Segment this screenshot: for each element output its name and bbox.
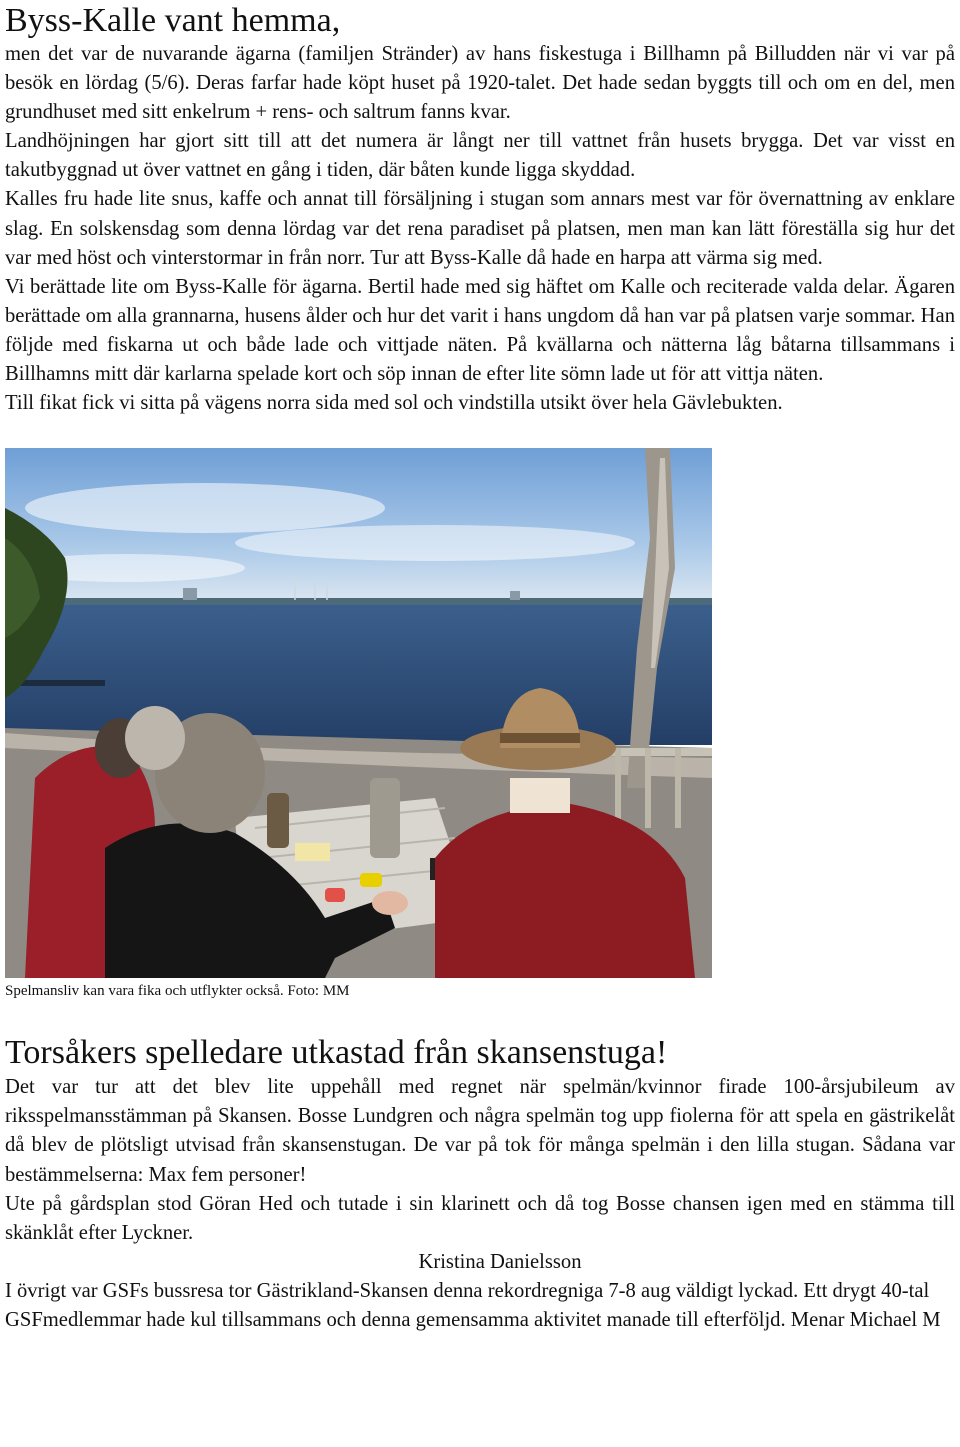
article-paragraph: men det var de nuvarande ägarna (familjen Stränder) av hans fiskestuga i Billhamn på Billudden när vi var på besök en lördag (5/6). Deras farfar hade köpt huset på 1920-talet. Det hade sedan byggts till och om en del, men grundhuset med sitt enkelrum + rens- och saltrum fanns kvar. bbox=[5, 43, 955, 124]
article-paragraph: Vi berättade lite om Byss-Kalle för ägarna. Bertil hade med sig häftet om Kalle och reciterade valda delar. Ägaren berättade om alla grannarna, husens ålder och hur det varit i hans ungdom då han var på platsen varje sommar. Han följde med fiskarna ut och både lade och vittjade näten. På kvällarna och nätterna låg båtarna tillsammans i Billhamns mitt där karlarna spelade kort och söp innan de efter lite sömn lade ut för att vittja näten. bbox=[5, 275, 955, 386]
article-paragraph: Till fikat fick vi sitta på vägens norra sida med sol och vindstilla utsikt över hela Gävlebukten. bbox=[5, 392, 783, 415]
document-page bbox=[5, 0, 955, 1335]
article-paragraph: Kalles fru hade lite snus, kaffe och annat till försäljning i stugan som annars mest var för övernattning av enklare slag. En solskensdag som denna lördag var det rena paradiset på platsen, men man kan lätt föreställa sig hur det var med höst och vinterstormar in från norr. Tur att Byss-Kalle då hade en harpa att värma sig med. bbox=[5, 188, 955, 269]
article-title: Torsåkers spelledare utkastad från skansenstuga! bbox=[5, 1034, 668, 1072]
author-signature: Kristina Danielsson bbox=[418, 1250, 582, 1273]
article-paragraph: Det var tur att det blev lite uppehåll med regnet när spelmän/kvinnor firade 100-årsjubileum av riksspelmansstämman på Skansen. Bosse Lundgren och några spelmän tog upp fiolerna för att spela en gästrikelåt då blev de plötsligt utvisad från skansenstugan. De var på tok för många spelmän i den lilla stugan. Sådana var bestämmelserna: Max fem personer! bbox=[5, 1076, 955, 1186]
section-gap bbox=[5, 1001, 955, 1033]
footer-note: I övrigt var GSFs bussresa tor Gästrikland-Skansen denna rekordregniga 7-8 aug väldigt lyckad. Ett drygt 40-tal GSFmedlemmar hade kul tillsammans och denna gemensamma aktivitet manade till efterföljd. Menar Michael M bbox=[5, 1279, 941, 1331]
photo-illustration bbox=[5, 448, 712, 978]
article-paragraph: Ute på gårdsplan stod Göran Hed och tutade i sin klarinett och då tog Bosse chansen igen med en stämma till skänklåt efter Lyckner. bbox=[5, 1192, 955, 1244]
photo-coffee-by-the-sea bbox=[5, 448, 712, 978]
photo-caption: Spelmansliv kan vara fika och utflykter också. Foto: MM bbox=[5, 983, 350, 1000]
article-paragraph: Landhöjningen har gjort sitt till att det numera är långt ner till vattnet från husets brygga. Det var visst en takutbyggnad ut över vattnet en gång i tiden, där båten kunde ligga skyddad. bbox=[5, 130, 955, 182]
article-title: Byss-Kalle vant hemma, bbox=[5, 2, 341, 39]
